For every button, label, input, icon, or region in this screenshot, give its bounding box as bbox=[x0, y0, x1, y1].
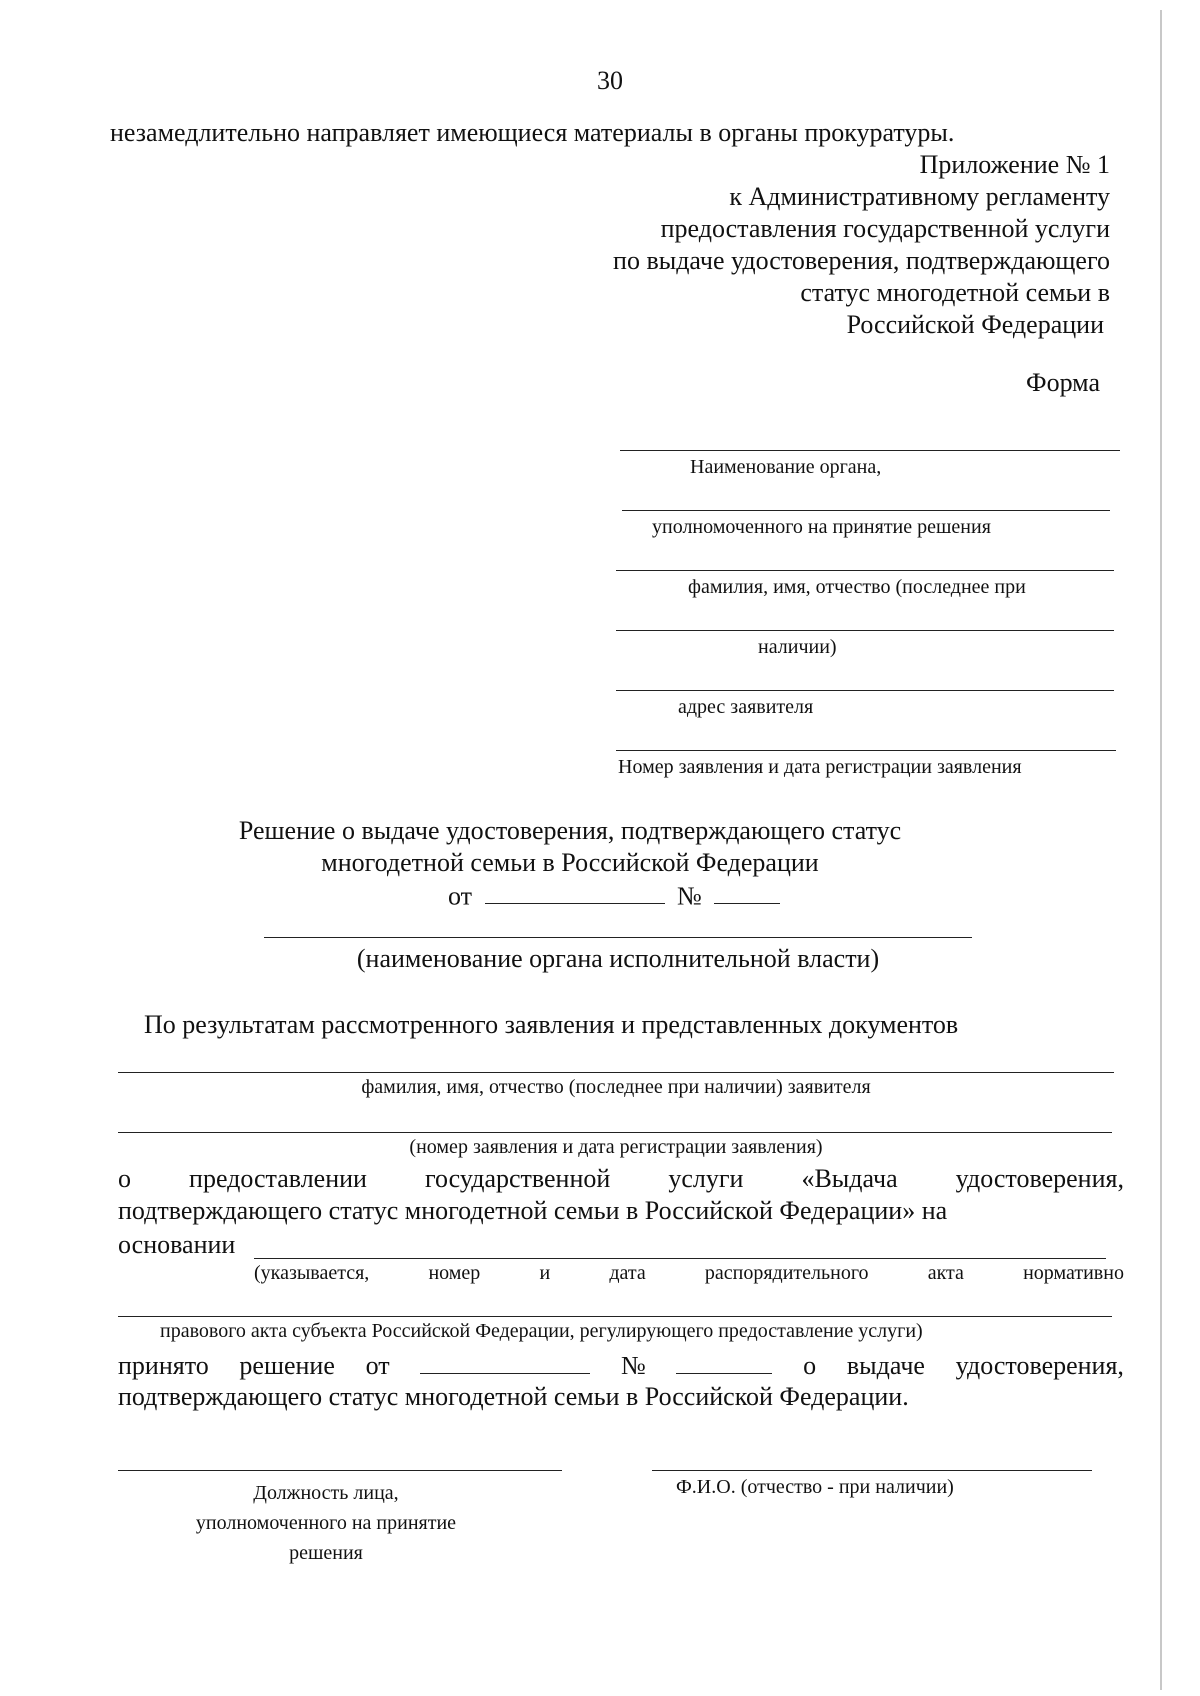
decision-word: решение bbox=[239, 1351, 335, 1381]
application-line bbox=[118, 1132, 1112, 1133]
decision-word: выдаче bbox=[846, 1351, 925, 1381]
number-label: № bbox=[677, 881, 702, 911]
decision-title-line1: Решение о выдаче удостоверения, подтверждающего статус bbox=[238, 816, 902, 845]
name-caption: Ф.И.О. (отчество - при наличии) bbox=[676, 1476, 954, 1498]
service-word: о bbox=[118, 1164, 131, 1193]
service-word: «Выдача bbox=[801, 1164, 898, 1193]
position-caption-line: Должность лица, bbox=[253, 1482, 399, 1504]
field-line bbox=[616, 570, 1114, 571]
appendix-line: Приложение № 1 bbox=[919, 150, 1110, 179]
decision-date-blank bbox=[420, 1350, 590, 1374]
service-line1 bbox=[118, 1164, 1124, 1194]
basis-caption-word: дата bbox=[609, 1262, 646, 1284]
field-line bbox=[616, 750, 1116, 751]
basis-caption-word: номер bbox=[428, 1262, 481, 1284]
decision-word: о bbox=[803, 1351, 817, 1381]
from-label: от bbox=[448, 881, 473, 911]
basis-line2 bbox=[118, 1316, 1112, 1317]
basis-line bbox=[254, 1258, 1106, 1259]
service-word: удостоверения, bbox=[955, 1164, 1124, 1193]
field-line bbox=[622, 510, 1110, 511]
decision-word: от bbox=[365, 1351, 390, 1381]
scan-page-edge bbox=[1160, 10, 1162, 1690]
application-caption: (номер заявления и дата регистрации заявления) bbox=[409, 1136, 823, 1158]
service-word: государственной bbox=[425, 1164, 611, 1193]
position-signature-line bbox=[118, 1470, 562, 1471]
basis-caption-line1 bbox=[254, 1262, 1124, 1285]
decision-date-number bbox=[448, 880, 780, 911]
basis-caption-word: (указывается, bbox=[254, 1262, 370, 1284]
decision-word: № bbox=[620, 1351, 646, 1381]
basis-caption-word: и bbox=[539, 1262, 551, 1284]
position-caption-line: решения bbox=[289, 1542, 363, 1564]
applicant-line bbox=[118, 1072, 1114, 1073]
decision-line2: подтверждающего статус многодетной семьи в Российской Федерации. bbox=[118, 1382, 909, 1411]
basis-caption-word: нормативно bbox=[1023, 1262, 1124, 1284]
field-caption: фамилия, имя, отчество (последнее при bbox=[688, 576, 1026, 598]
field-caption: наличии) bbox=[758, 636, 837, 658]
decision-word: удостоверения, bbox=[955, 1351, 1124, 1381]
results-line: По результатам рассмотренного заявления и представленных документов bbox=[144, 1010, 959, 1039]
name-signature-line bbox=[652, 1470, 1092, 1471]
decision-line1 bbox=[118, 1350, 1124, 1381]
field-caption: Наименование органа, bbox=[690, 456, 882, 478]
service-word: услуги bbox=[668, 1164, 744, 1193]
field-caption: Номер заявления и дата регистрации заявления bbox=[618, 756, 1022, 778]
basis-caption-word: распорядительного bbox=[704, 1262, 869, 1284]
basis-caption-line2: правового акта субъекта Российской Федерации, регулирующего предоставление услуги) bbox=[160, 1320, 923, 1342]
appendix-line: Российской Федерации bbox=[846, 310, 1104, 339]
applicant-caption: фамилия, имя, отчество (последнее при наличии) заявителя bbox=[361, 1076, 871, 1098]
form-label: Форма bbox=[1026, 368, 1100, 397]
appendix-line: статус многодетной семьи в bbox=[800, 278, 1110, 307]
decision-number-blank bbox=[676, 1350, 772, 1374]
field-caption: уполномоченного на принятие решения bbox=[652, 516, 991, 538]
page-number: 30 bbox=[597, 66, 623, 95]
position-caption bbox=[118, 1478, 534, 1568]
authority-caption: (наименование органа исполнительной власти) bbox=[356, 944, 880, 973]
authority-line bbox=[264, 937, 972, 938]
field-line bbox=[616, 630, 1114, 631]
appendix-line: к Административному регламенту bbox=[729, 182, 1110, 211]
service-word: предоставлении bbox=[189, 1164, 367, 1193]
service-line2: подтверждающего статус многодетной семьи в Российской Федерации» на bbox=[118, 1196, 948, 1225]
field-line bbox=[616, 690, 1114, 691]
appendix-line: предоставления государственной услуги bbox=[660, 214, 1110, 243]
decision-title-line2: многодетной семьи в Российской Федерации bbox=[321, 848, 819, 877]
basis-caption-word: акта bbox=[927, 1262, 964, 1284]
date-blank bbox=[485, 880, 665, 904]
appendix-line: по выдаче удостоверения, подтверждающего bbox=[613, 246, 1110, 275]
decision-word: принято bbox=[118, 1351, 209, 1381]
number-blank bbox=[714, 880, 780, 904]
basis-label: основании bbox=[118, 1230, 236, 1259]
position-caption-line: уполномоченного на принятие bbox=[195, 1512, 457, 1534]
field-caption: адрес заявителя bbox=[678, 696, 814, 718]
field-line bbox=[620, 450, 1120, 451]
intro-line: незамедлительно направляет имеющиеся материалы в органы прокуратуры. bbox=[110, 118, 955, 147]
